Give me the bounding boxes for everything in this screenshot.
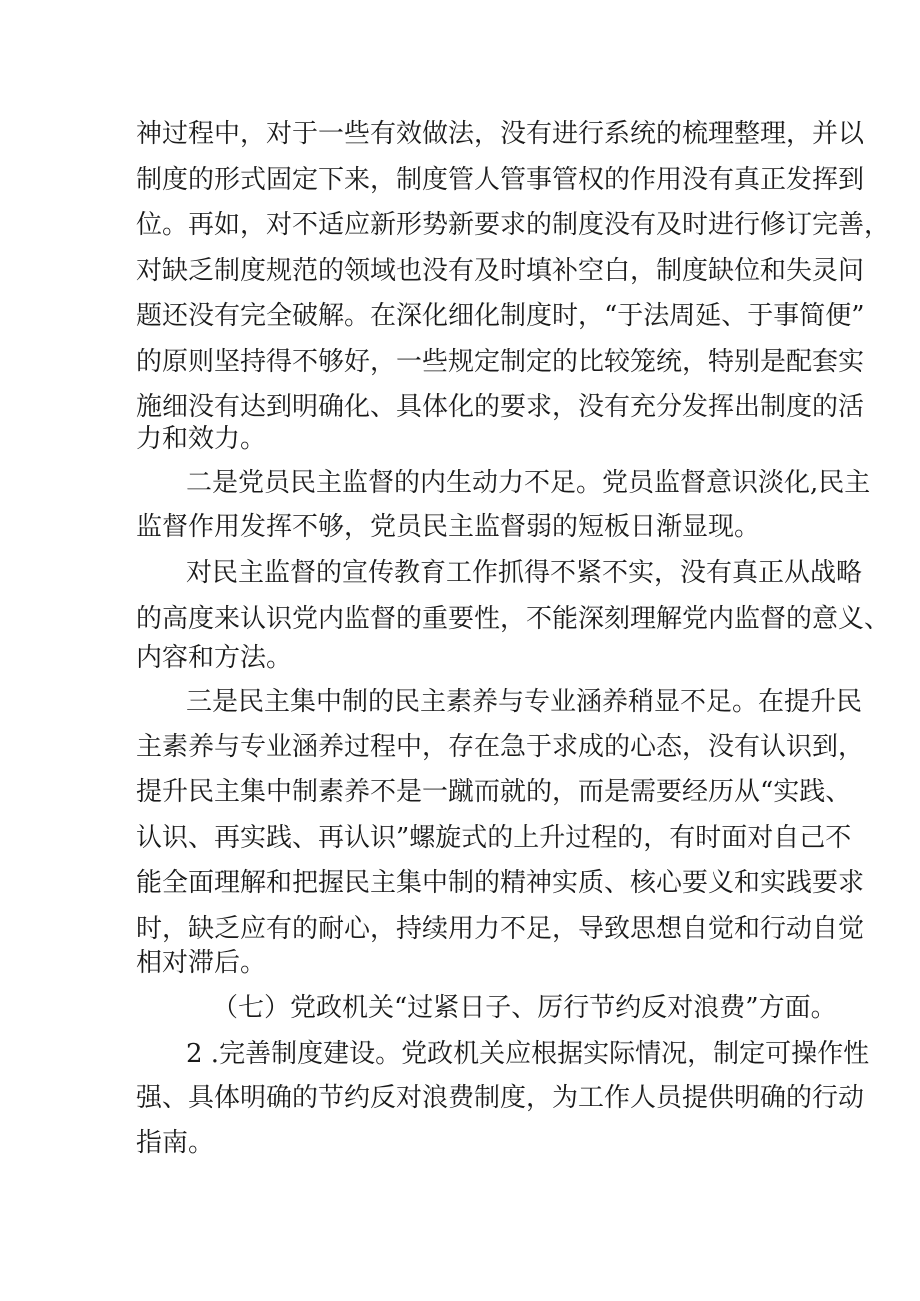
text-line: 对缺乏制度规范的领域也没有及时填补空白，制度缺位和失灵问: [136, 256, 865, 286]
text-line: 制度的形式固定下来，制度管人管事管权的作用没有真正发挥到: [136, 165, 865, 195]
text-line: 监督作用发挥不够，党员民主监督弱的短板日渐显现。: [136, 512, 761, 542]
text-line: 神过程中，对于一些有效做法，没有进行系统的梳理整理，并以: [136, 119, 865, 149]
text-line: 位。再如，对不适应新形势新要求的制度没有及时进行修订完善，: [136, 210, 891, 240]
text-line: 的原则坚持得不够好，一些规定制定的比较笼统，特别是配套实: [136, 347, 865, 377]
text-line: 施细没有达到明确化、具体化的要求，没有充分发挥出制度的活: [136, 392, 865, 422]
text-line: 能全面理解和把握民主集中制的精神实质、核心要义和实践要求: [136, 868, 865, 898]
text-line: 相对滞后。: [136, 948, 267, 978]
text-line: 力和效力。: [136, 424, 267, 454]
text-line: 认识、再实践、再认识”螺旋式的上升过程的，有时面对自己不: [136, 823, 852, 853]
text-line: 题还没有完全破解。在深化细化制度时，“于法周延、于事简便”: [136, 301, 865, 331]
text-line: 二是党员民主监督的内生动力不足。党员监督意识淡化,民主: [186, 468, 871, 498]
text-line: 指南。: [136, 1128, 215, 1158]
text-line: 时，缺乏应有的耐心，持续用力不足，导致思想自觉和行动自觉: [136, 914, 865, 944]
section-heading: （七）党政机关“过紧日子、厉行节约反对浪费”方面。: [212, 993, 837, 1023]
text-line: 对民主监督的宣传教育工作抓得不紧不实，没有真正从战略: [186, 558, 863, 588]
text-line: 的高度来认识党内监督的重要性，不能深刻理解党内监督的意义、: [136, 604, 891, 634]
text-line: 内容和方法。: [136, 643, 293, 673]
text-line: 主素养与专业涵养过程中，存在急于求成的心态，没有认识到，: [136, 732, 865, 762]
text-line: 强、具体明确的节约反对浪费制度，为工作人员提供明确的行动: [136, 1083, 865, 1113]
text-line: 提升民主集中制素养不是一蹴而就的，而是需要经历从“实践、: [136, 777, 852, 807]
text-line: 2 .完善制度建设。党政机关应根据实际情况，制定可操作性: [186, 1039, 870, 1069]
text-line: 三是民主集中制的民主素养与专业涵养稍显不足。在提升民: [186, 687, 863, 717]
